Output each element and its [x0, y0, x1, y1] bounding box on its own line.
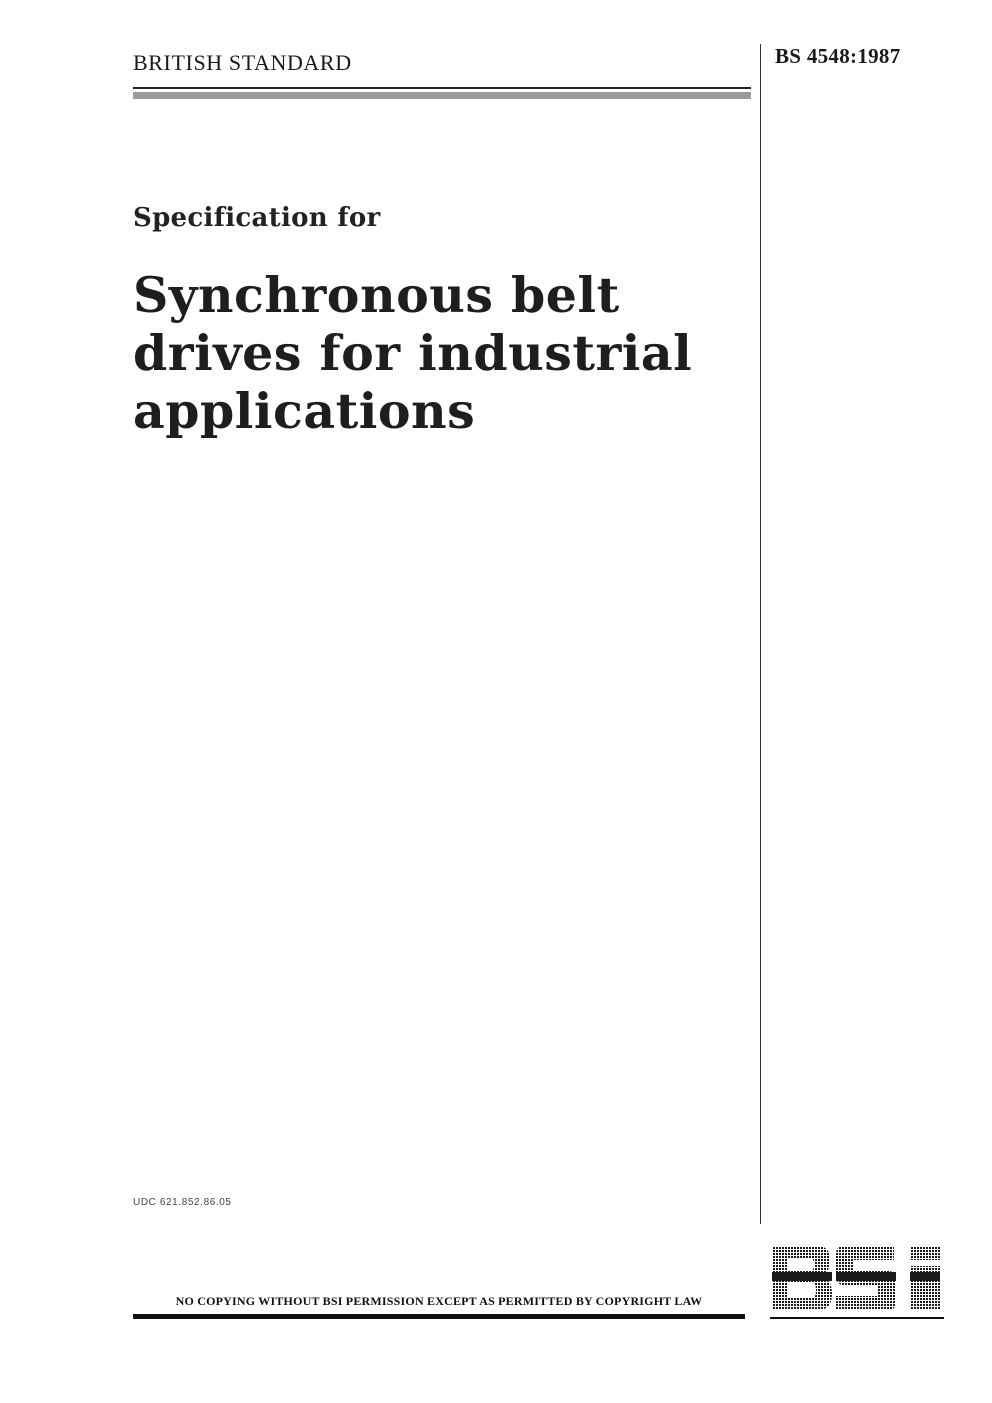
footer-rule [133, 1314, 745, 1319]
subtitle: Specification for [133, 203, 381, 233]
logo-rule [770, 1317, 944, 1319]
standard-number: BS 4548:1987 [775, 44, 901, 68]
document-title [133, 266, 743, 440]
vertical-divider [760, 44, 761, 1224]
copyright-notice: NO COPYING WITHOUT BSI PERMISSION EXCEPT AS PERMITTED BY COPYRIGHT LAW [175, 1294, 703, 1308]
title-line: Synchronous belt [133, 266, 620, 324]
title-line: drives for industrial [133, 324, 693, 382]
series-label: BRITISH STANDARD [133, 50, 352, 75]
header-rule-grey [133, 92, 751, 99]
header-rule-thin [133, 87, 751, 89]
title-line: applications [133, 382, 476, 440]
udc-code: UDC 621.852.86.05 [133, 1197, 232, 1208]
bsi-logo-icon [770, 1244, 944, 1312]
